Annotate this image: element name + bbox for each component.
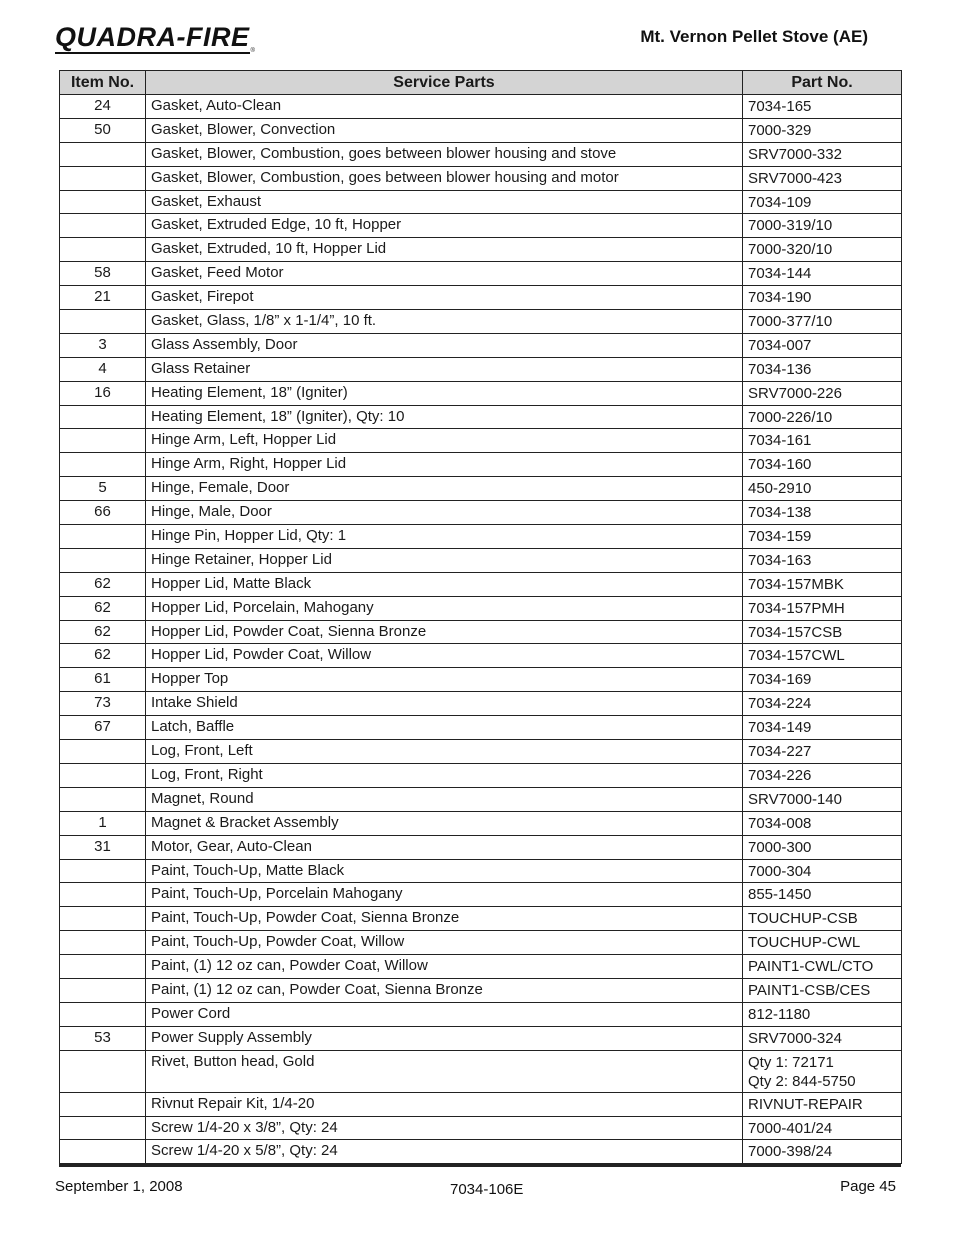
page-title: Mt. Vernon Pellet Stove (AE) <box>640 27 868 46</box>
part-number-line: SRV7000-332 <box>748 145 842 163</box>
service-part-description-cell: Paint, Touch-Up, Powder Coat, Willow <box>146 931 743 955</box>
part-number-line: TOUCHUP-CWL <box>748 934 861 952</box>
part-number-line: 7000-304 <box>748 862 812 880</box>
table-row <box>60 1026 902 1050</box>
registered-mark: ® <box>250 48 255 54</box>
part-number-line: 7034-157CSB <box>748 623 843 641</box>
part-number-cell <box>743 644 902 668</box>
table-row <box>60 1116 902 1140</box>
item-number-cell: 62 <box>60 644 146 668</box>
service-part-description-cell: Gasket, Glass, 1/8” x 1-1/4”, 10 ft. <box>146 310 743 334</box>
table-row <box>60 310 902 334</box>
item-number-cell: 5 <box>60 477 146 501</box>
part-number-cell <box>743 859 902 883</box>
part-number-line: 7034-138 <box>748 504 812 522</box>
part-number-cell <box>743 692 902 716</box>
part-number-line: 7034-227 <box>748 743 812 761</box>
table-row <box>60 716 902 740</box>
table-row <box>60 501 902 525</box>
part-number-cell <box>743 811 902 835</box>
item-number-cell <box>60 1002 146 1026</box>
service-part-description-cell: Heating Element, 18” (Igniter) <box>146 381 743 405</box>
table-row <box>60 644 902 668</box>
part-number-line: Qty 1: 72171 <box>748 1053 834 1071</box>
part-number-cell <box>743 596 902 620</box>
service-part-description-cell: Screw 1/4-20 x 5/8”, Qty: 24 <box>146 1140 743 1164</box>
service-part-description-cell: Log, Front, Left <box>146 740 743 764</box>
item-number-cell <box>60 931 146 955</box>
service-part-description-cell: Hinge Arm, Left, Hopper Lid <box>146 429 743 453</box>
part-number-cell <box>743 548 902 572</box>
service-part-description-cell: Glass Assembly, Door <box>146 333 743 357</box>
part-number-line: 855-1450 <box>748 886 812 904</box>
item-number-cell <box>60 548 146 572</box>
item-number-cell <box>60 238 146 262</box>
table-row <box>60 405 902 429</box>
table-row <box>60 477 902 501</box>
part-number-cell <box>743 978 902 1002</box>
part-number-cell <box>743 668 902 692</box>
part-number-cell <box>743 1116 902 1140</box>
item-number-cell: 62 <box>60 620 146 644</box>
item-number-cell <box>60 1116 146 1140</box>
table-row <box>60 668 902 692</box>
part-number-line: PAINT1-CWL/CTO <box>748 958 874 976</box>
table-row <box>60 1092 902 1116</box>
service-part-description-cell: Gasket, Auto-Clean <box>146 95 743 119</box>
table-row <box>60 357 902 381</box>
service-part-description-cell: Rivnut Repair Kit, 1/4-20 <box>146 1092 743 1116</box>
part-number-line: 7034-159 <box>748 528 812 546</box>
table-row <box>60 859 902 883</box>
item-number-cell <box>60 142 146 166</box>
part-number-cell <box>743 883 902 907</box>
table-row <box>60 142 902 166</box>
service-part-description-cell: Hinge Pin, Hopper Lid, Qty: 1 <box>146 525 743 549</box>
item-number-cell <box>60 429 146 453</box>
item-number-cell <box>60 1092 146 1116</box>
service-part-description-cell: Intake Shield <box>146 692 743 716</box>
table-row <box>60 214 902 238</box>
table-header <box>60 71 902 95</box>
part-number-line: RIVNUT-REPAIR <box>748 1095 863 1113</box>
table-row <box>60 1140 902 1164</box>
part-number-line: 812-1180 <box>748 1005 811 1023</box>
part-number-line: Qty 2: 844-5750 <box>748 1072 856 1090</box>
brand-logo <box>55 24 255 54</box>
footer-date: September 1, 2008 <box>55 1178 183 1195</box>
part-number-line: 7034-165 <box>748 98 812 115</box>
table-row <box>60 166 902 190</box>
table-header-row <box>60 71 902 95</box>
item-number-cell <box>60 1050 146 1092</box>
part-number-line: 7034-007 <box>748 336 812 354</box>
service-part-description-cell: Paint, Touch-Up, Matte Black <box>146 859 743 883</box>
service-part-description-cell: Latch, Baffle <box>146 716 743 740</box>
service-part-description-cell: Glass Retainer <box>146 357 743 381</box>
column-header-service-parts: Service Parts <box>146 71 743 95</box>
part-number-line: 7000-398/24 <box>748 1143 833 1161</box>
item-number-cell: 66 <box>60 501 146 525</box>
item-number-cell <box>60 190 146 214</box>
part-number-line: 7000-319/10 <box>748 217 833 235</box>
table-row <box>60 1002 902 1026</box>
part-number-cell <box>743 453 902 477</box>
part-number-cell <box>743 238 902 262</box>
part-number-line: 7034-161 <box>748 432 812 450</box>
table-row <box>60 907 902 931</box>
item-number-cell <box>60 453 146 477</box>
service-part-description-cell: Hinge, Male, Door <box>146 501 743 525</box>
part-number-cell <box>743 262 902 286</box>
item-number-cell: 16 <box>60 381 146 405</box>
table-row <box>60 95 902 119</box>
item-number-cell: 24 <box>60 95 146 119</box>
table-row <box>60 1050 902 1092</box>
part-number-cell <box>743 381 902 405</box>
table-row <box>60 787 902 811</box>
part-number-cell <box>743 118 902 142</box>
part-number-cell <box>743 95 902 119</box>
item-number-cell: 62 <box>60 572 146 596</box>
item-number-cell <box>60 1140 146 1164</box>
service-part-description-cell: Gasket, Firepot <box>146 286 743 310</box>
part-number-line: 7034-190 <box>748 289 812 307</box>
table-row <box>60 931 902 955</box>
item-number-cell: 62 <box>60 596 146 620</box>
service-part-description-cell: Paint, (1) 12 oz can, Powder Coat, Willow <box>146 955 743 979</box>
item-number-cell <box>60 883 146 907</box>
item-number-cell: 1 <box>60 811 146 835</box>
part-number-cell <box>743 1140 902 1164</box>
service-part-description-cell: Gasket, Blower, Combustion, goes between blower housing and motor <box>146 166 743 190</box>
part-number-line: 450-2910 <box>748 480 812 498</box>
table-row <box>60 262 902 286</box>
brand-logo-text: QUADRA-FIRE <box>55 22 250 52</box>
table-row <box>60 978 902 1002</box>
item-number-cell <box>60 859 146 883</box>
table-row <box>60 333 902 357</box>
part-number-cell <box>743 716 902 740</box>
item-number-cell: 31 <box>60 835 146 859</box>
part-number-line: 7034-157PMH <box>748 599 845 617</box>
service-part-description-cell: Hinge Retainer, Hopper Lid <box>146 548 743 572</box>
table-row <box>60 740 902 764</box>
part-number-line: 7034-226 <box>748 766 812 784</box>
column-header-part-no: Part No. <box>743 71 902 95</box>
table-row <box>60 811 902 835</box>
part-number-cell <box>743 740 902 764</box>
service-parts-table <box>59 70 902 1164</box>
table-row <box>60 429 902 453</box>
part-number-line: 7034-224 <box>748 695 812 713</box>
table-row <box>60 118 902 142</box>
part-number-line: SRV7000-140 <box>748 790 842 808</box>
service-part-description-cell: Gasket, Extruded, 10 ft, Hopper Lid <box>146 238 743 262</box>
service-part-description-cell: Magnet, Round <box>146 787 743 811</box>
part-number-cell <box>743 620 902 644</box>
service-part-description-cell: Paint, Touch-Up, Powder Coat, Sienna Bronze <box>146 907 743 931</box>
table-row <box>60 596 902 620</box>
column-header-item-no: Item No. <box>60 71 146 95</box>
part-number-cell <box>743 907 902 931</box>
part-number-cell <box>743 166 902 190</box>
item-number-cell: 4 <box>60 357 146 381</box>
footer-page-number: Page 45 <box>840 1178 896 1195</box>
table-row <box>60 453 902 477</box>
part-number-line: 7034-157MBK <box>748 575 844 593</box>
item-number-cell: 53 <box>60 1026 146 1050</box>
part-number-cell <box>743 214 902 238</box>
service-parts-table-container <box>59 70 901 1164</box>
item-number-cell: 61 <box>60 668 146 692</box>
item-number-cell: 67 <box>60 716 146 740</box>
table-body <box>60 95 902 1164</box>
footer-doc-number: 7034-106E <box>450 1181 524 1198</box>
part-number-cell <box>743 1002 902 1026</box>
part-number-cell <box>743 835 902 859</box>
service-part-description-cell: Gasket, Extruded Edge, 10 ft, Hopper <box>146 214 743 238</box>
service-part-description-cell: Hopper Lid, Porcelain, Mahogany <box>146 596 743 620</box>
service-part-description-cell: Paint, (1) 12 oz can, Powder Coat, Sienna Bronze <box>146 978 743 1002</box>
service-part-description-cell: Hopper Lid, Powder Coat, Willow <box>146 644 743 668</box>
table-row <box>60 548 902 572</box>
part-number-cell <box>743 405 902 429</box>
table-row <box>60 525 902 549</box>
part-number-cell <box>743 572 902 596</box>
part-number-cell <box>743 429 902 453</box>
part-number-line: 7034-008 <box>748 814 812 832</box>
part-number-line: 7034-160 <box>748 456 812 474</box>
item-number-cell <box>60 787 146 811</box>
table-row <box>60 763 902 787</box>
part-number-cell <box>743 477 902 501</box>
part-number-cell <box>743 955 902 979</box>
part-number-line: 7000-377/10 <box>748 313 833 331</box>
service-part-description-cell: Hopper Lid, Powder Coat, Sienna Bronze <box>146 620 743 644</box>
part-number-line: 7034-169 <box>748 671 812 689</box>
service-part-description-cell: Power Cord <box>146 1002 743 1026</box>
item-number-cell <box>60 405 146 429</box>
part-number-cell <box>743 787 902 811</box>
service-part-description-cell: Hinge, Female, Door <box>146 477 743 501</box>
table-row <box>60 883 902 907</box>
part-number-cell <box>743 931 902 955</box>
part-number-line: 7034-157CWL <box>748 647 845 665</box>
item-number-cell <box>60 907 146 931</box>
part-number-line: SRV7000-324 <box>748 1029 842 1047</box>
item-number-cell <box>60 955 146 979</box>
item-number-cell: 73 <box>60 692 146 716</box>
part-number-line: 7000-329 <box>748 121 812 139</box>
service-part-description-cell: Hinge Arm, Right, Hopper Lid <box>146 453 743 477</box>
service-part-description-cell: Hopper Top <box>146 668 743 692</box>
service-part-description-cell: Gasket, Blower, Convection <box>146 118 743 142</box>
item-number-cell <box>60 214 146 238</box>
service-part-description-cell: Gasket, Blower, Combustion, goes between blower housing and stove <box>146 142 743 166</box>
part-number-cell <box>743 190 902 214</box>
service-part-description-cell: Motor, Gear, Auto-Clean <box>146 835 743 859</box>
part-number-cell <box>743 333 902 357</box>
part-number-line: SRV7000-423 <box>748 169 842 187</box>
table-row <box>60 190 902 214</box>
table-row <box>60 238 902 262</box>
item-number-cell: 21 <box>60 286 146 310</box>
part-number-line: PAINT1-CSB/CES <box>748 981 871 999</box>
service-part-description-cell: Log, Front, Right <box>146 763 743 787</box>
part-number-line: 7034-149 <box>748 719 812 737</box>
part-number-line: 7000-300 <box>748 838 812 856</box>
part-number-cell <box>743 1092 902 1116</box>
table-row <box>60 572 902 596</box>
part-number-cell <box>743 286 902 310</box>
item-number-cell: 50 <box>60 118 146 142</box>
item-number-cell <box>60 763 146 787</box>
service-part-description-cell: Gasket, Feed Motor <box>146 262 743 286</box>
part-number-line: 7000-320/10 <box>748 241 833 259</box>
part-number-line: 7034-136 <box>748 360 812 378</box>
part-number-cell <box>743 1026 902 1050</box>
part-number-line: 7034-109 <box>748 193 812 211</box>
item-number-cell <box>60 166 146 190</box>
table-row <box>60 286 902 310</box>
part-number-cell <box>743 310 902 334</box>
part-number-line: 7034-144 <box>748 265 812 283</box>
part-number-line: 7000-401/24 <box>748 1119 833 1137</box>
service-part-description-cell: Screw 1/4-20 x 3/8”, Qty: 24 <box>146 1116 743 1140</box>
item-number-cell <box>60 978 146 1002</box>
item-number-cell: 58 <box>60 262 146 286</box>
service-part-description-cell: Rivet, Button head, Gold <box>146 1050 743 1092</box>
service-part-description-cell: Magnet & Bracket Assembly <box>146 811 743 835</box>
table-row <box>60 381 902 405</box>
part-number-cell <box>743 525 902 549</box>
table-row <box>60 620 902 644</box>
service-part-description-cell: Hopper Lid, Matte Black <box>146 572 743 596</box>
table-row <box>60 692 902 716</box>
part-number-cell <box>743 763 902 787</box>
part-number-cell <box>743 142 902 166</box>
part-number-line: SRV7000-226 <box>748 384 842 402</box>
service-part-description-cell: Gasket, Exhaust <box>146 190 743 214</box>
item-number-cell <box>60 525 146 549</box>
service-part-description-cell: Power Supply Assembly <box>146 1026 743 1050</box>
item-number-cell: 3 <box>60 333 146 357</box>
service-part-description-cell: Heating Element, 18” (Igniter), Qty: 10 <box>146 405 743 429</box>
table-bottom-rule <box>59 1164 901 1167</box>
part-number-line: 7034-163 <box>748 551 812 569</box>
table-row <box>60 835 902 859</box>
item-number-cell <box>60 310 146 334</box>
part-number-line: TOUCHUP-CSB <box>748 910 858 928</box>
item-number-cell <box>60 740 146 764</box>
part-number-cell <box>743 357 902 381</box>
table-row <box>60 955 902 979</box>
part-number-line: 7000-226/10 <box>748 408 833 426</box>
part-number-cell <box>743 501 902 525</box>
service-part-description-cell: Paint, Touch-Up, Porcelain Mahogany <box>146 883 743 907</box>
part-number-cell <box>743 1050 902 1092</box>
